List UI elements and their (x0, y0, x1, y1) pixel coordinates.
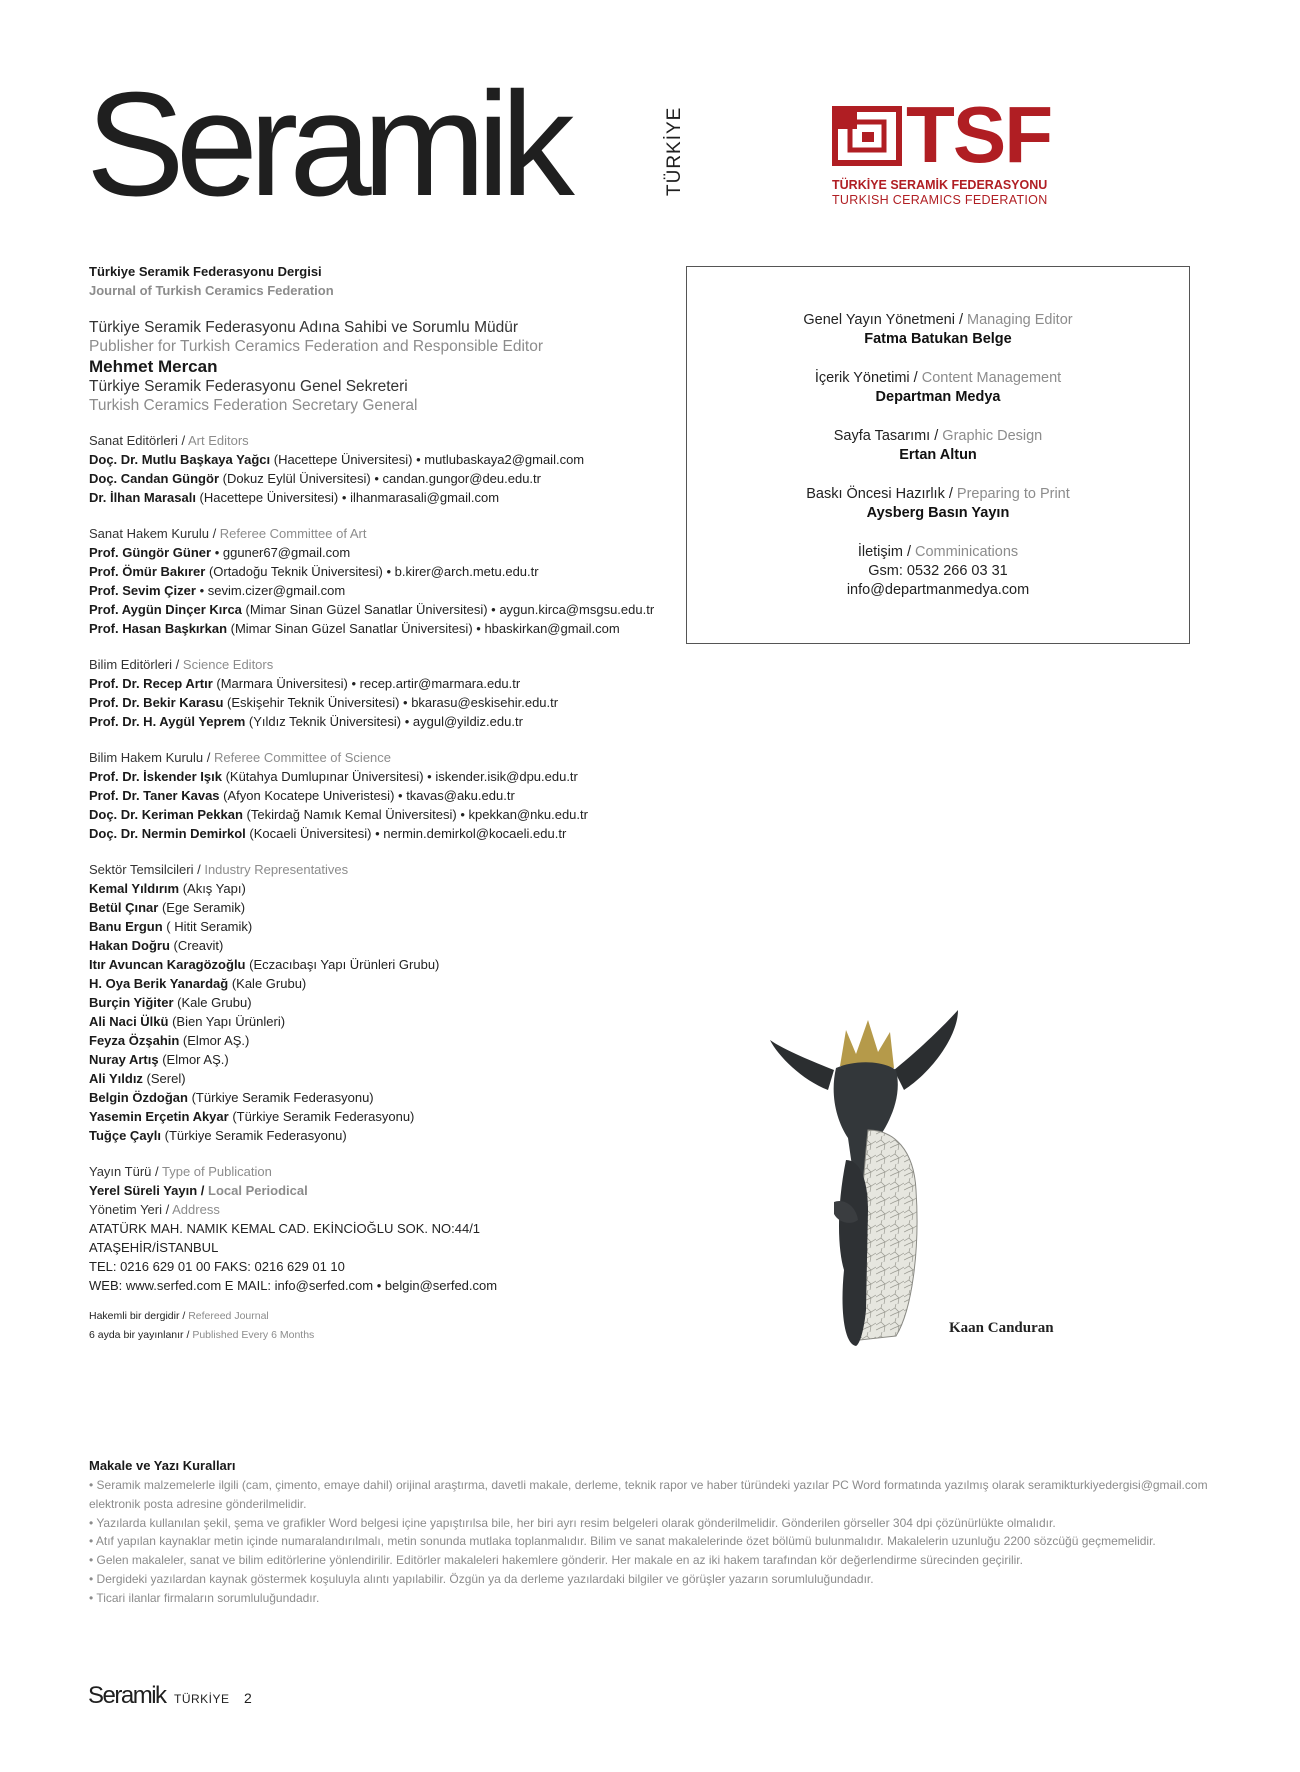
footer-brand: Seramik (88, 1682, 166, 1709)
staff-name: Aysberg Basın Yayın (866, 505, 1010, 521)
page-number: 2 (243, 1690, 252, 1706)
tsf-name-tr: TÜRKİYE SERAMİK FEDERASYONU (832, 178, 1048, 192)
person-row: Doç. Dr. Keriman Pekkan (Tekirdağ Namık Kemal Üniversitesi) • kpekkan@nku.edu.tr (89, 807, 588, 822)
publication-block (89, 1162, 729, 1295)
person-row: Prof. Hasan Başkırkan (Mimar Sinan Güzel Sanatlar Üniversitesi) • hbaskirkan@gmail.com (89, 621, 620, 636)
publication-type: Yerel Süreli Yayın / Local Periodical (89, 1183, 308, 1198)
email-link[interactable]: tkavas@aku.edu.tr (406, 788, 515, 803)
art-editors-heading: Sanat Editörleri / Art Editors (89, 433, 249, 448)
person-row: Feyza Özşahin (Elmor AŞ.) (89, 1033, 250, 1048)
publisher-role-en: Publisher for Turkish Ceramics Federation and Responsible Editor (89, 338, 544, 355)
publisher-block (89, 318, 729, 415)
tsf-logo (832, 90, 1052, 212)
staff-item: Genel Yayın Yönetmeni / Managing Editor Fatma Batukan Belge (687, 311, 1189, 349)
journal-title-tr: Türkiye Seramik Federasyonu Dergisi (89, 264, 322, 279)
art-referees-block (89, 524, 729, 638)
staff-name: Ertan Altun (899, 447, 977, 463)
artist-caption: Kaan Canduran (949, 1320, 1054, 1336)
person-row: Prof. Dr. Taner Kavas (Afyon Kocatepe Univeristesi) • tkavas@aku.edu.tr (89, 788, 515, 803)
person-row: Doç. Dr. Nermin Demirkol (Kocaeli Üniversitesi) • nermin.demirkol@kocaeli.edu.tr (89, 826, 567, 841)
person-row: Prof. Güngör Güner • gguner67@gmail.com (89, 545, 351, 560)
journal-notes (89, 1307, 729, 1345)
rules-title: Makale ve Yazı Kuralları (89, 1458, 236, 1473)
staff-item: Baskı Öncesi Hazırlık / Preparing to Print Aysberg Basın Yayın (687, 485, 1189, 523)
publisher-name: Mehmet Mercan (89, 357, 218, 376)
industry-heading: Sektör Temsilcileri / Industry Representatives (89, 862, 349, 877)
person-row: Burçin Yiğiter (Kale Grubu) (89, 995, 252, 1010)
email-link[interactable]: b.kirer@arch.metu.edu.tr (394, 564, 539, 579)
science-editors-block (89, 655, 729, 731)
address-line-2: ATAŞEHİR/İSTANBUL (89, 1240, 219, 1255)
art-referees-heading: Sanat Hakem Kurulu / Referee Committee of Art (89, 526, 367, 541)
person-row: Prof. Dr. İskender Işık (Kütahya Dumlupınar Üniversitesi) • iskender.isik@dpu.edu.tr (89, 769, 578, 784)
rule-item: • Yazılarda kullanılan şekil, şema ve grafikler Word belgesi içine yapıştırılsa bile, her biri ayrı resim belgeleri olarak gönderilmelidir. Gönderilen görseller 304 dpi çözünürlükte olmalıdır. (89, 1515, 1056, 1530)
science-editors-heading: Bilim Editörleri / Science Editors (89, 657, 274, 672)
contact-email[interactable]: info@departmanmedya.com (846, 582, 1030, 598)
imprint-left-column (89, 262, 729, 1345)
journal-title-en: Journal of Turkish Ceramics Federation (89, 283, 334, 298)
person-row: Itır Avuncan Karagözoğlu (Eczacıbaşı Yapı Ürünleri Grubu) (89, 957, 440, 972)
staff-item: İçerik Yönetimi / Content Management Departman Medya (687, 369, 1189, 407)
person-row: Prof. Ömür Bakırer (Ortadoğu Teknik Üniversitesi) • b.kirer@arch.metu.edu.tr (89, 564, 539, 579)
publisher-title-en: Turkish Ceramics Federation Secretary General (89, 397, 418, 414)
science-referees-block (89, 748, 729, 843)
tsf-name-en: TURKISH CERAMICS FEDERATION (832, 193, 1048, 207)
person-row: Doç. Dr. Mutlu Başkaya Yağcı (Hacettepe Üniversitesi) • mutlubaskaya2@gmail.com (89, 452, 585, 467)
person-row: Kemal Yıldırım (Akış Yapı) (89, 881, 246, 896)
email-link[interactable]: mutlubaskaya2@gmail.com (424, 452, 585, 467)
contact-gsm: Gsm: 0532 266 03 31 (868, 563, 1008, 579)
industry-block (89, 860, 729, 1145)
email-link[interactable]: iskender.isik@dpu.edu.tr (435, 769, 578, 784)
email-link[interactable]: kpekkan@nku.edu.tr (468, 807, 588, 822)
staff-box (686, 266, 1190, 644)
email-link[interactable]: gguner67@gmail.com (222, 545, 351, 560)
person-row: Prof. Dr. Recep Artır (Marmara Üniversitesi) • recep.artir@marmara.edu.tr (89, 676, 521, 691)
person-row: Dr. İlhan Marasalı (Hacettepe Üniversitesi) • ilhanmarasali@gmail.com (89, 490, 500, 505)
rule-item: • Atıf yapılan kaynaklar metin içinde numaralandırılmalı, metin sonunda mutlaka toplanmalıdır. Bilim ve sanat makalelerinde özet bölümü bulunmalıdır. Makalelerin uzunluğu 2200 sözcüğü geçmemelidir. (89, 1534, 1156, 1549)
staff-name: Fatma Batukan Belge (864, 331, 1012, 347)
page-footer (88, 1682, 252, 1710)
article-rules (89, 1456, 1219, 1608)
rule-item: • Seramik malzemelerle ilgili (cam, çimento, emaye dahil) orijinal araştırma, davetli makale, derleme, teknik rapor ve haber türündeki yazılar PC Word formatında yazılmış olarak seramikturkiyedergisi@gmail.com elektronik posta adresine gönderilmelidir. (89, 1478, 1208, 1511)
tsf-mark-icon (832, 106, 902, 166)
art-editors-block (89, 431, 729, 507)
person-row: Yasemin Erçetin Akyar (Türkiye Seramik Federasyonu) (89, 1109, 415, 1124)
person-row: Prof. Dr. H. Aygül Yeprem (Yıldız Teknik Üniversitesi) • aygul@yildiz.edu.tr (89, 714, 523, 729)
person-row: Prof. Sevim Çizer • sevim.cizer@gmail.com (89, 583, 346, 598)
email-link[interactable]: sevim.cizer@gmail.com (207, 583, 346, 598)
contact-item: İletişim / Comminications Gsm: 0532 266 03 31 info@departmanmedya.com (687, 543, 1189, 600)
journal-block (89, 262, 729, 300)
email-link[interactable]: recep.artir@marmara.edu.tr (359, 676, 521, 691)
staff-name: Departman Medya (875, 389, 1001, 405)
staff-item: Sayfa Tasarımı / Graphic Design Ertan Altun (687, 427, 1189, 465)
person-row: Doç. Candan Güngör (Dokuz Eylül Üniversitesi) • candan.gungor@deu.edu.tr (89, 471, 541, 486)
person-row: Tuğçe Çaylı (Türkiye Seramik Federasyonu) (89, 1128, 347, 1143)
email-link[interactable]: bkarasu@eskisehir.edu.tr (411, 695, 559, 710)
refereed-note: Hakemli bir dergidir / Refereed Journal (89, 1310, 269, 1322)
email-link[interactable]: candan.gungor@deu.edu.tr (382, 471, 541, 486)
person-row: Ali Yıldız (Serel) (89, 1071, 186, 1086)
masthead-title: Seramik (86, 62, 566, 227)
masthead-logo (86, 62, 685, 227)
person-row: Banu Ergun ( Hitit Seramik) (89, 919, 253, 934)
rule-item: • Dergideki yazılardan kaynak göstermek koşuluyla alıntı yapılabilir. Özgün ya da derleme yazılardaki bilgiler ve görüşler yazarın sorumluluğundadır. (89, 1571, 874, 1586)
person-row: Betül Çınar (Ege Seramik) (89, 900, 246, 915)
email-link[interactable]: hbaskirkan@gmail.com (484, 621, 620, 636)
science-referees-heading: Bilim Hakem Kurulu / Referee Committee of Science (89, 750, 392, 765)
person-row: Hakan Doğru (Creavit) (89, 938, 224, 953)
email-link[interactable]: ilhanmarasali@gmail.com (350, 490, 500, 505)
web-email[interactable]: WEB: www.serfed.com E MAIL: info@serfed.com • belgin@serfed.com (89, 1278, 498, 1293)
person-row: Ali Naci Ülkü (Bien Yapı Ürünleri) (89, 1014, 286, 1029)
address-heading: Yönetim Yeri / Address (89, 1202, 220, 1217)
footer-subtitle: TÜRKİYE (173, 1692, 230, 1706)
publisher-title-tr: Türkiye Seramik Federasyonu Genel Sekreteri (89, 378, 408, 395)
sculpture-image (764, 1010, 980, 1346)
publisher-role-tr: Türkiye Seramik Federasyonu Adına Sahibi ve Sorumlu Müdür (89, 319, 519, 336)
address-line-1: ATATÜRK MAH. NAMIK KEMAL CAD. EKİNCİOĞLU SOK. NO:44/1 (89, 1221, 481, 1236)
person-row: Nuray Artış (Elmor AŞ.) (89, 1052, 229, 1067)
rule-item: • Gelen makaleler, sanat ve bilim editörlerine yönlendirilir. Editörler makaleleri hakemlere gönderir. Her makale en az iki hakem tarafından kör değerlendirme sürecinden geçirilir. (89, 1553, 1023, 1568)
person-row: Belgin Özdoğan (Türkiye Seramik Federasyonu) (89, 1090, 374, 1105)
person-row: Prof. Aygün Dinçer Kırca (Mimar Sinan Güzel Sanatlar Üniversitesi) • aygun.kirca@msgsu.edu.tr (89, 602, 655, 617)
tsf-letters: TSF (906, 90, 1052, 179)
email-link[interactable]: aygul@yildiz.edu.tr (412, 714, 523, 729)
period-note: 6 ayda bir yayınlanır / Published Every 6 Months (89, 1329, 315, 1341)
person-row: Prof. Dr. Bekir Karasu (Eskişehir Teknik Üniversitesi) • bkarasu@eskisehir.edu.tr (89, 695, 559, 710)
email-link[interactable]: aygun.kirca@msgsu.edu.tr (499, 602, 655, 617)
publication-type-heading: Yayın Türü / Type of Publication (89, 1164, 272, 1179)
person-row: H. Oya Berik Yanardağ (Kale Grubu) (89, 976, 307, 991)
email-link[interactable]: nermin.demirkol@kocaeli.edu.tr (383, 826, 567, 841)
masthead-subtitle: TÜRKİYE (664, 106, 685, 196)
phone-fax: TEL: 0216 629 01 00 FAKS: 0216 629 01 10 (89, 1259, 345, 1274)
rule-item: • Ticari ilanlar firmaların sorumluluğundadır. (89, 1590, 320, 1605)
